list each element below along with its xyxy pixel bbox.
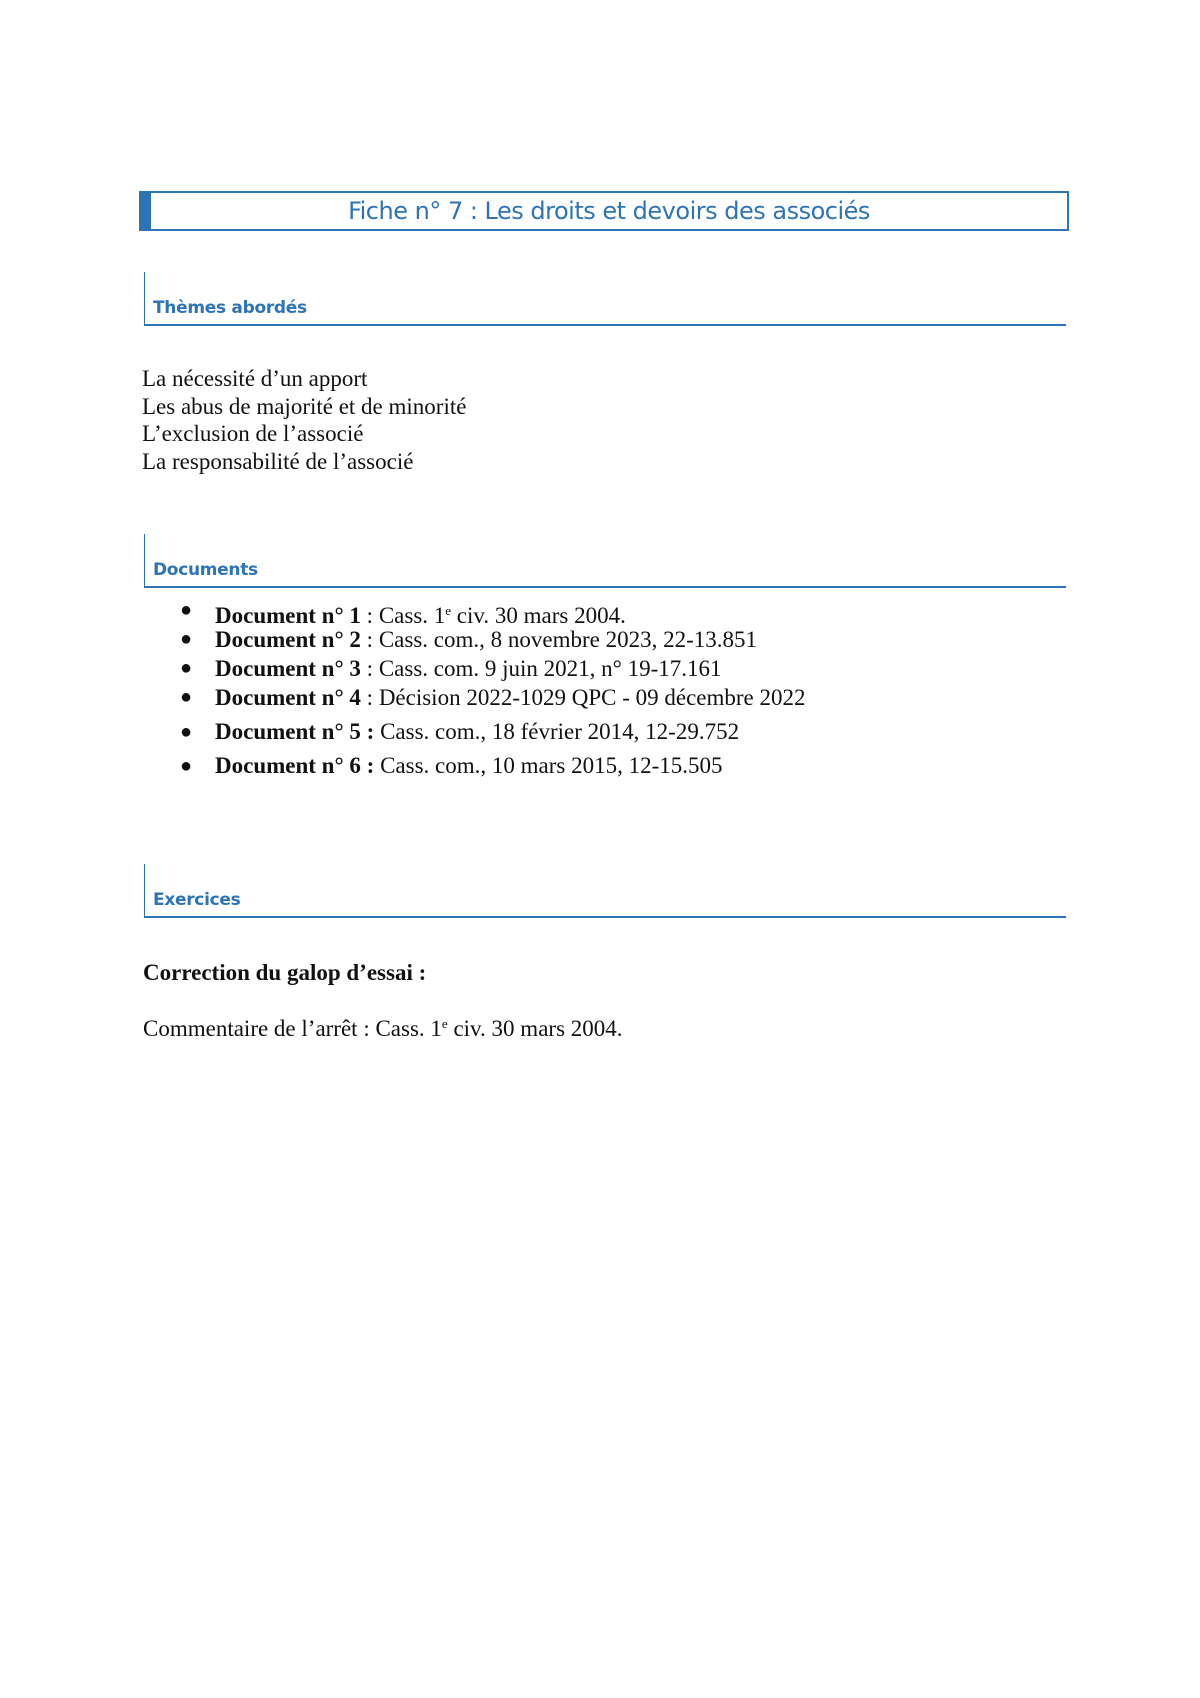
title-box [139, 191, 1069, 231]
document-ref: Cass. com., 10 mars 2015, 12-15.505 [380, 753, 723, 778]
section-label-documents: Documents [153, 560, 258, 580]
bullet-icon: ● [180, 686, 193, 708]
document-item [142, 749, 806, 783]
section-header-documents [144, 534, 1066, 588]
document-label: Document n° 5 : [215, 719, 375, 744]
document-ref: Cass. com., 8 novembre 2023, 22-13.851 [378, 627, 757, 652]
theme-item: La responsabilité de l’associé [142, 448, 414, 474]
documents-list [142, 596, 806, 783]
theme-item: La nécessité d’un apport [142, 366, 368, 391]
document-item [142, 715, 806, 749]
theme-item: L’exclusion de l’associé [142, 421, 364, 446]
document-label: Document n° 1 [215, 603, 361, 628]
document-item [142, 625, 806, 654]
bullet-icon: ● [180, 721, 193, 743]
document-label: Document n° 6 : [215, 753, 375, 778]
bullet-icon: ● [180, 755, 193, 777]
document-ref-sup: e [445, 603, 452, 618]
bullet-icon: ● [180, 657, 193, 679]
section-label-themes: Thèmes abordés [153, 298, 307, 318]
theme-item: Les abus de majorité et de minorité [142, 393, 467, 419]
section-header-themes [144, 272, 1066, 326]
document-separator: : [360, 627, 379, 652]
document-ref-post: civ. 30 mars 2004. [451, 603, 626, 628]
section-header-exercices [144, 864, 1066, 918]
exercise-title: Correction du galop d’essai : [143, 960, 427, 985]
themes-list [142, 365, 466, 475]
document-label: Document n° 4 [215, 685, 361, 710]
document-separator: : [360, 685, 379, 710]
bullet-icon: ● [180, 599, 193, 621]
exercise-comment [143, 1016, 623, 1042]
exercise-comment-text: Commentaire de l’arrêt : Cass. 1 [143, 1016, 442, 1041]
document-ref: Cass. 1 [378, 603, 446, 628]
document-label: Document n° 2 [215, 627, 361, 652]
exercise-comment-post: civ. 30 mars 2004. [447, 1016, 623, 1041]
document-separator: : [360, 656, 379, 681]
document-item [142, 683, 806, 715]
bullet-icon: ● [180, 628, 193, 650]
document-item [142, 596, 806, 628]
section-label-exercices: Exercices [153, 890, 241, 910]
exercise-comment-sup: e [441, 1016, 448, 1031]
document-ref: Décision 2022-1029 QPC - 09 décembre 2022 [378, 685, 806, 710]
document-ref: Cass. com. 9 juin 2021, n° 19-17.161 [378, 656, 722, 681]
page-title: Fiche n° 7 : Les droits et devoirs des associés [348, 197, 870, 225]
document-label: Document n° 3 [215, 656, 361, 681]
document-separator: : [360, 603, 379, 628]
document-ref: Cass. com., 18 février 2014, 12-29.752 [380, 719, 740, 744]
document-item [142, 654, 806, 683]
